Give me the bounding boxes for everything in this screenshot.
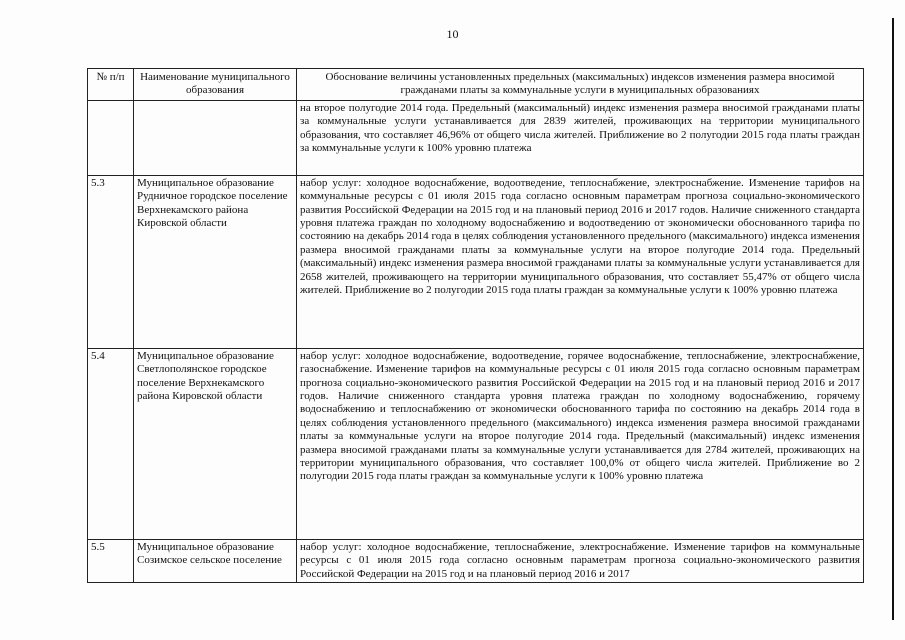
header-number: № п/п bbox=[88, 69, 134, 101]
table-row bbox=[88, 100, 864, 175]
table-row bbox=[88, 175, 864, 348]
row-municipality-name: Муниципальное образование Созимское сельское поселение bbox=[134, 539, 297, 582]
row-municipality-name: Муниципальное образование Рудничное городское поселение Верхнекамского района Кировской области bbox=[134, 175, 297, 348]
row-justification-text: набор услуг: холодное водоснабжение, теплоснабжение, электроснабжение. Изменение тарифов на коммунальные ресурсы с 01 июля 2015 года согласно основным параметрам прогноза социально-экономического развития Российской Федерации на 2015 год и на плановый период 2016 и 2017 bbox=[297, 539, 864, 582]
row-justification-text: набор услуг: холодное водоснабжение, водоотведение, теплоснабжение, электроснабжение. Изменение тарифов на коммунальные ресурсы с 01 июля 2015 года согласно основным параметрам прогноза социально-экономического развития Российской Федерации на 2015 год и на плановый период 2016 и 2017 годов. Наличие сниженного стандарта уровня платежа граждан по холодному водоснабжению и водоотведению от экономически обоснованного тарифа по состоянию на декабрь 2014 года в целях соблюдения установленного предельного (максимального) индекса изменения размера вносимой гражданами платы за коммунальные услуги на второе полугодие 2014 года. Предельный (максимальный) индекс изменения размера вносимой гражданами платы за коммунальные услуги устанавливается для 2658 жителей, проживающего на территории муниципального образования, что составляет 55,47% от общего числа жителей. Приближение во 2 полугодии 2015 года платы граждан за коммунальные услуги к 100% уровню платежа bbox=[297, 175, 864, 348]
row-municipality-name bbox=[134, 100, 297, 175]
header-justification: Обоснование величины установленных предельных (максимальных) индексов изменения размера вносимой гражданами платы за коммунальные услуги в муниципальных образованиях bbox=[297, 69, 864, 101]
row-number: 5.4 bbox=[88, 348, 134, 539]
row-number: 5.5 bbox=[88, 539, 134, 582]
header-municipality-name: Наименование муниципального образования bbox=[134, 69, 297, 101]
scan-edge-line bbox=[892, 18, 894, 620]
row-number bbox=[88, 100, 134, 175]
table-header-row bbox=[88, 69, 864, 101]
row-municipality-name: Муниципальное образование Светлополянское городское поселение Верхнекамского района Кировской области bbox=[134, 348, 297, 539]
row-number: 5.3 bbox=[88, 175, 134, 348]
page-number: 10 bbox=[446, 27, 459, 41]
row-justification-text: набор услуг: холодное водоснабжение, водоотведение, горячее водоснабжение, теплоснабжение, электроснабжение, газоснабжение. Изменение тарифов на коммунальные ресурсы с 01 июля 2015 года согласно основным параметрам прогноза социально-экономического развития Российской Федерации на 2015 год и на плановый период 2016 и 2017 годов. Наличие сниженного стандарта уровня платежа граждан по холодному водоснабжению, горячему водоснабжению и теплоснабжению от экономически обоснованного тарифа по состоянию на декабрь 2014 года в целях соблюдения установленного предельного (максимального) индекса изменения размера вносимой гражданами платы за коммунальные услуги на второе полугодие 2014 года. Предельный (максимальный) индекс изменения размера вносимой гражданами платы за коммунальные услуги устанавливается для 2784 жителей, проживающих на территории муниципального образования, что составляет 100,0% от общего числа жителей. Приближение во 2 полугодии 2015 года платы граждан за коммунальные услуги к 100% уровню платежа bbox=[297, 348, 864, 539]
table-row bbox=[88, 348, 864, 539]
table-row bbox=[88, 539, 864, 582]
row-justification-text: на второе полугодие 2014 года. Предельный (максимальный) индекс изменения размера вносимой гражданами платы за коммунальные услуги устанавливается для 2839 жителей, проживающих на территории муниципального образования, что составляет 46,96% от общего числа жителей. Приближение во 2 полугодии 2015 года платы граждан за коммунальные услуги к 100% уровню платежа bbox=[297, 100, 864, 175]
municipal-index-table bbox=[87, 68, 864, 583]
